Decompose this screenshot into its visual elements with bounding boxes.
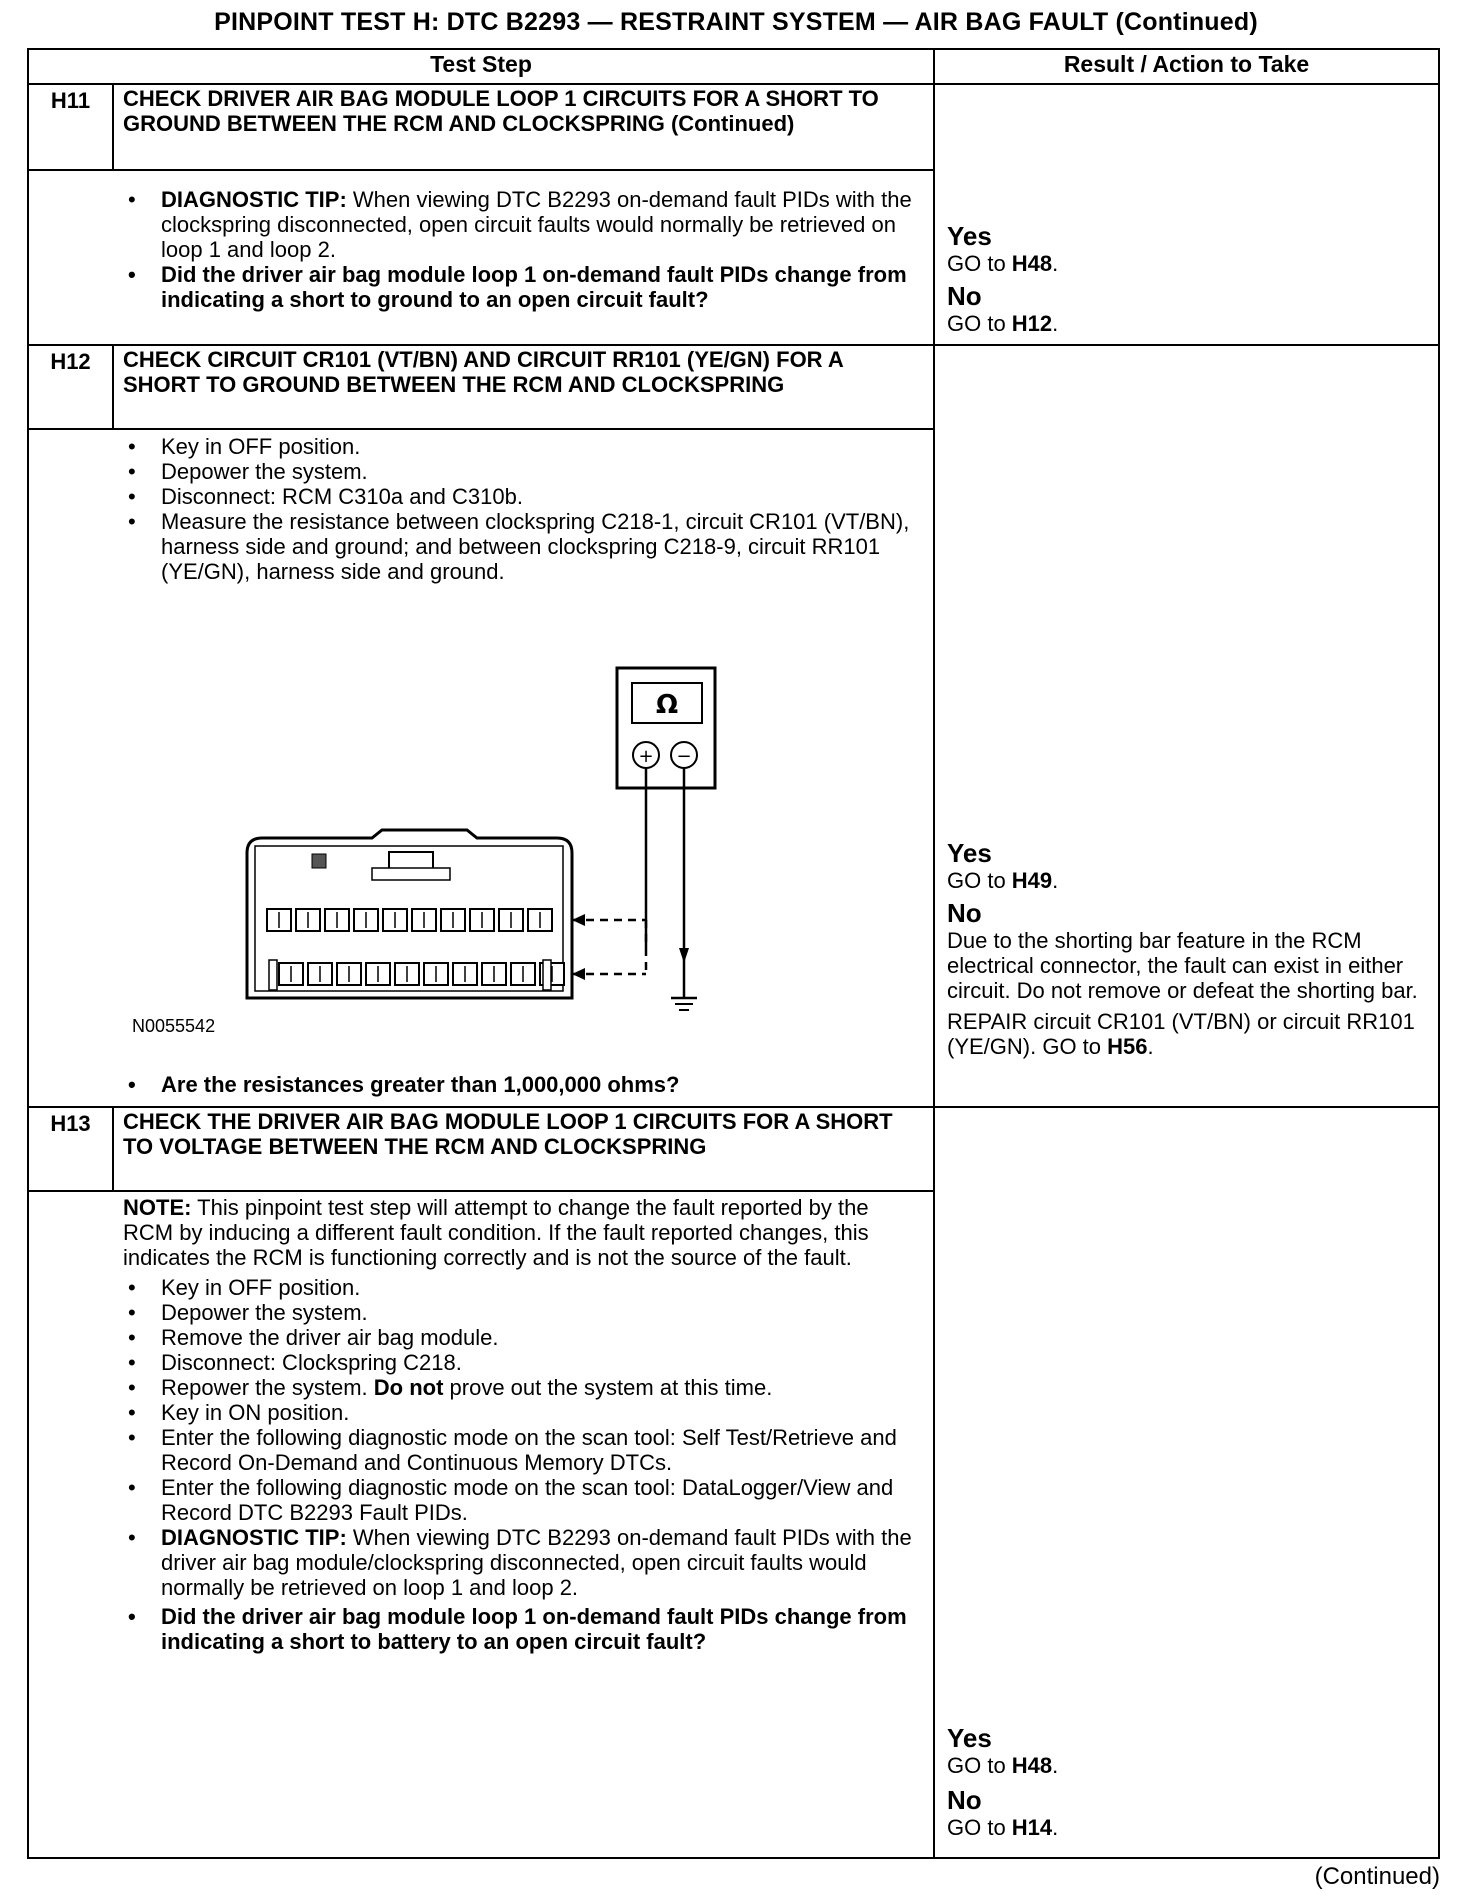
step-body-h13 bbox=[123, 1195, 923, 1654]
procedure-step: • Key in OFF position. bbox=[123, 434, 923, 459]
procedure-step-repower: • Repower the system. Do not prove out the system at this time. bbox=[123, 1375, 923, 1400]
step-id-h11: H11 bbox=[50, 88, 91, 113]
yes-action: GO to H49. bbox=[947, 868, 1059, 893]
yes-label: Yes bbox=[947, 838, 992, 868]
arrow-pin-1-icon bbox=[572, 914, 585, 926]
header-test-step: Test Step bbox=[430, 51, 532, 77]
diagnostic-tip: • DIAGNOSTIC TIP: When viewing DTC B2293 on-demand fault PIDs with the clockspring disconnected, open circuit faults would normally be retrieved on loop 1 and loop 2. bbox=[123, 187, 923, 262]
note: NOTE: This pinpoint test step will attempt to change the fault reported by the RCM by inducing a different fault condition. If the fault reported changes, this indicates the RCM is functioning correctly and is not the source of the fault. bbox=[123, 1195, 869, 1270]
no-action: GO to H12. bbox=[947, 311, 1059, 336]
no-action: GO to H14. bbox=[947, 1815, 1059, 1840]
keying-mark-icon bbox=[312, 854, 326, 868]
step-title-h13: CHECK THE DRIVER AIR BAG MODULE LOOP 1 CIRCUITS FOR A SHORT TO VOLTAGE BETWEEN THE RCM AND CLOCKSPRING bbox=[123, 1109, 893, 1159]
ohmmeter-connector-diagram bbox=[127, 658, 727, 1018]
procedure-step: • Enter the following diagnostic mode on the scan tool: Self Test/Retrieve and Record On-Demand and Continuous Memory DTCs. bbox=[123, 1425, 923, 1475]
link-h49[interactable]: H49 bbox=[1011, 868, 1053, 893]
procedure-step: • Key in OFF position. bbox=[123, 1275, 923, 1300]
link-h56[interactable]: H56 bbox=[1107, 1034, 1148, 1059]
procedure-step: • Key in ON position. bbox=[123, 1400, 923, 1425]
step-question-h13: • Did the driver air bag module loop 1 on-demand fault PIDs change from indicating a short to battery to an open circuit fault? bbox=[123, 1604, 923, 1654]
no-label: No bbox=[947, 1785, 982, 1815]
page-title: PINPOINT TEST H: DTC B2293 — RESTRAINT SYSTEM — AIR BAG FAULT (Continued) bbox=[214, 8, 1258, 36]
step-question-h12: • Are the resistances greater than 1,000,000 ohms? bbox=[123, 1072, 923, 1097]
procedure-step: • Depower the system. bbox=[123, 459, 923, 484]
plus-sign: + bbox=[638, 746, 654, 767]
step-question-h12-wrap bbox=[123, 1072, 923, 1097]
link-h12[interactable]: H12 bbox=[1011, 311, 1053, 336]
link-h48[interactable]: H48 bbox=[1011, 251, 1053, 276]
procedure-step: • Disconnect: RCM C310a and C310b. bbox=[123, 484, 923, 509]
procedure-step: • Disconnect: Clockspring C218. bbox=[123, 1350, 923, 1375]
step-body-h11 bbox=[123, 187, 923, 312]
diagnostic-tip: • DIAGNOSTIC TIP: When viewing DTC B2293 on-demand fault PIDs with the driver air bag module/clockspring disconnected, open circuit faults would normally be retrieved on loop 1 and loop 2. bbox=[123, 1525, 923, 1600]
result-h11 bbox=[947, 222, 1427, 336]
probe-tip-icon bbox=[679, 948, 689, 963]
step-title-h12: CHECK CIRCUIT CR101 (VT/BN) AND CIRCUIT RR101 (YE/GN) FOR A SHORT TO GROUND BETWEEN THE RCM AND CLOCKSPRING bbox=[123, 347, 843, 397]
no-label: No bbox=[947, 898, 982, 928]
link-h48[interactable]: H48 bbox=[1011, 1753, 1053, 1778]
lock-tab-right bbox=[543, 960, 551, 990]
pinpoint-test-table bbox=[27, 48, 1440, 1859]
step-id-h12: H12 bbox=[50, 349, 91, 374]
header-result: Result / Action to Take bbox=[1063, 51, 1310, 77]
step-question-h11: • Did the driver air bag module loop 1 on-demand fault PIDs change from indicating a short to ground to an open circuit fault? bbox=[123, 262, 923, 312]
yes-label: Yes bbox=[947, 1723, 992, 1753]
link-h14[interactable]: H14 bbox=[1011, 1815, 1053, 1840]
result-h13 bbox=[947, 1724, 1427, 1840]
repair-action: REPAIR circuit CR101 (VT/BN) or circuit RR101 (YE/GN). GO to H56. bbox=[947, 1009, 1415, 1059]
no-explanation: Due to the shorting bar feature in the RCM electrical connector, the fault can exist in either circuit. Do not remove or defeat the shorting bar. bbox=[947, 928, 1418, 1003]
procedure-step: • Enter the following diagnostic mode on the scan tool: DataLogger/View and Record DTC B2293 Fault PIDs. bbox=[123, 1475, 923, 1525]
latch-base bbox=[372, 868, 450, 880]
yes-action: GO to H48. bbox=[947, 251, 1059, 276]
continued-label: (Continued) bbox=[1314, 1863, 1440, 1890]
procedure-step: • Measure the resistance between clockspring C218-1, circuit CR101 (VT/BN), harness side and ground; and between clockspring C218-9, circuit RR101 (YE/GN), harness side and ground. bbox=[123, 509, 923, 584]
ohm-symbol: Ω bbox=[655, 690, 679, 720]
minus-sign: − bbox=[676, 746, 692, 767]
no-label: No bbox=[947, 281, 982, 311]
yes-label: Yes bbox=[947, 221, 992, 251]
figure-id: N0055542 bbox=[132, 1016, 216, 1036]
procedure-step: • Depower the system. bbox=[123, 1300, 923, 1325]
procedure-step: • Remove the driver air bag module. bbox=[123, 1325, 923, 1350]
yes-action: GO to H48. bbox=[947, 1753, 1059, 1778]
result-h12 bbox=[947, 839, 1427, 1059]
step-id-h13: H13 bbox=[50, 1111, 91, 1136]
arrow-pin-9-icon bbox=[572, 968, 585, 980]
step-title-h11: CHECK DRIVER AIR BAG MODULE LOOP 1 CIRCUITS FOR A SHORT TO GROUND BETWEEN THE RCM AND CLOCKSPRING (Continued) bbox=[123, 86, 879, 136]
lock-tab-left bbox=[269, 960, 277, 990]
step-body-h12 bbox=[123, 434, 923, 584]
